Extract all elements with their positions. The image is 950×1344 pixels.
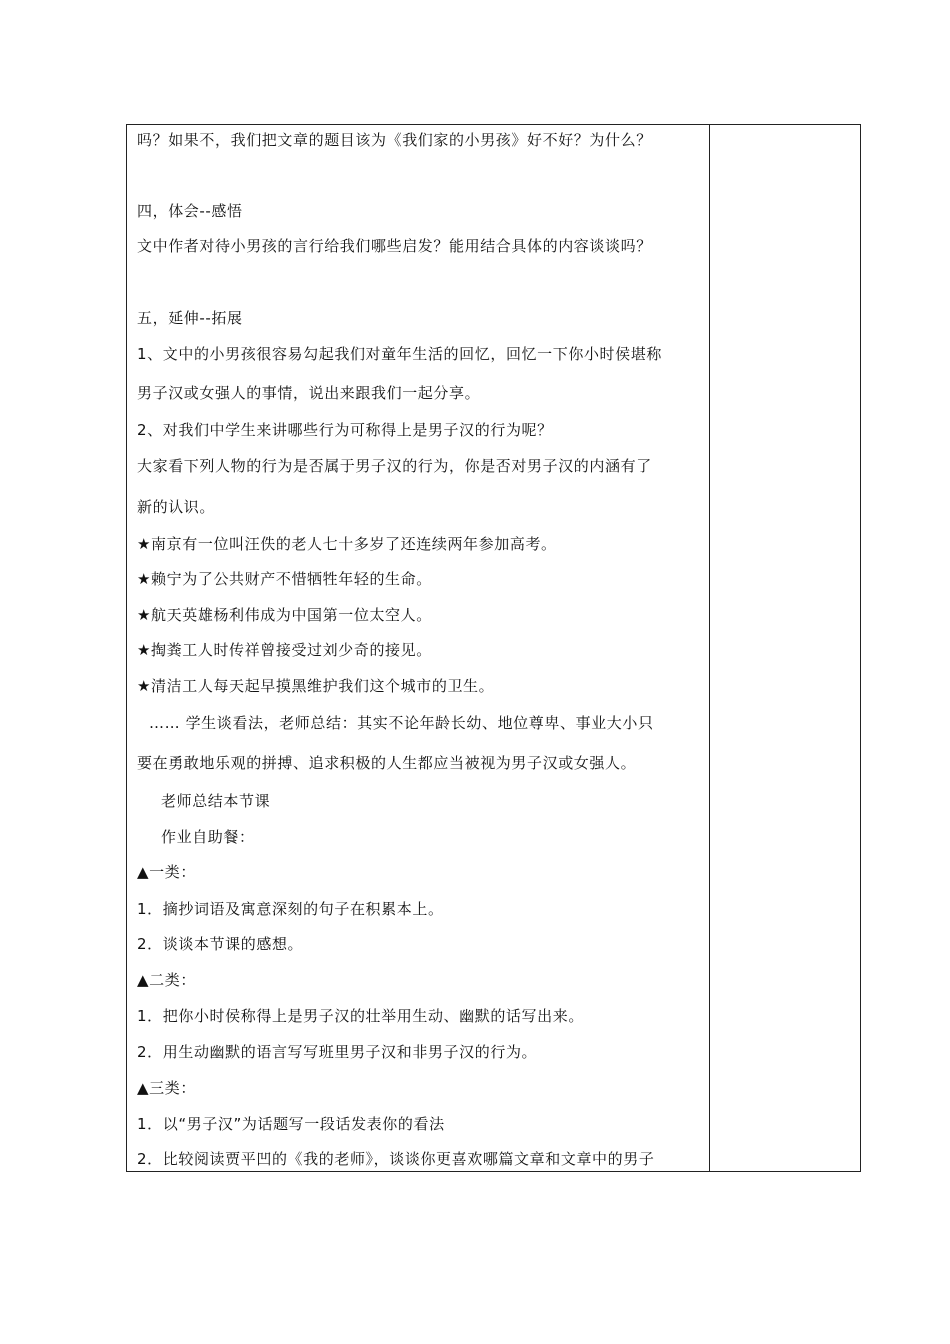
homework-item: 1．以“男子汉”为话题写一段话发表你的看法 [137,1115,445,1133]
homework-category-three: ▲三类： [137,1079,196,1097]
homework-item: 2．比较阅读贾平凹的《我的老师》，谈谈你更喜欢哪篇文章和文章中的男子 [137,1150,655,1168]
discussion-prompt-line-2: 新的认识。 [137,498,216,516]
lesson-table [126,124,861,1172]
extension-item-2: 2、对我们中学生来讲哪些行为可称得上是男子汉的行为呢？ [137,421,553,439]
homework-item: 1．摘抄词语及寓意深刻的句子在积累本上。 [137,900,444,918]
example-item: ★掏粪工人时传祥曾接受过刘少奇的接见。 [137,641,432,659]
question-continuation: 吗？如果不，我们把文章的题目该为《我们家的小男孩》好不好？为什么？ [137,131,652,149]
example-item: ★赖宁为了公共财产不惜牺牲年轻的生命。 [137,570,432,588]
section-heading-five: 五，延伸--拓展 [137,309,243,327]
discussion-prompt-line-1: 大家看下列人物的行为是否属于男子汉的行为，你是否对男子汉的内涵有了 [137,457,652,475]
section-heading-four: 四，体会--感悟 [137,202,243,220]
extension-item-1-line-1: 1、文中的小男孩很容易勾起我们对童年生活的回忆，回忆一下你小时侯堪称 [137,345,662,363]
homework-item: 2．谈谈本节课的感想。 [137,935,304,953]
example-item: ★航天英雄杨利伟成为中国第一位太空人。 [137,606,432,624]
section-four-question: 文中作者对待小男孩的言行给我们哪些启发？能用结合具体的内容谈谈吗？ [137,237,652,255]
teacher-summary-line-2: 要在勇敢地乐观的拼搏、追求积极的人生都应当被视为男子汉或女强人。 [137,754,637,772]
lesson-content-cell [127,125,709,1171]
homework-item: 2．用生动幽默的语言写写班里男子汉和非男子汉的行为。 [137,1043,538,1061]
teacher-summary-line-1: …… 学生谈看法，老师总结：其实不论年龄长幼、地位尊卑、事业大小只 [149,714,654,732]
notes-cell [710,125,860,1171]
example-item: ★南京有一位叫汪佚的老人七十多岁了还连续两年参加高考。 [137,535,557,553]
homework-heading: 作业自助餐： [161,828,255,846]
homework-item: 1．把你小时侯称得上是男子汉的壮举用生动、幽默的话写出来。 [137,1007,584,1025]
example-item: ★清洁工人每天起早摸黑维护我们这个城市的卫生。 [137,677,495,695]
lesson-wrapup: 老师总结本节课 [161,792,271,810]
extension-item-1-line-2: 男子汉或女强人的事情，说出来跟我们一起分享。 [137,384,481,402]
homework-category-two: ▲二类： [137,971,196,989]
homework-category-one: ▲一类： [137,863,196,881]
